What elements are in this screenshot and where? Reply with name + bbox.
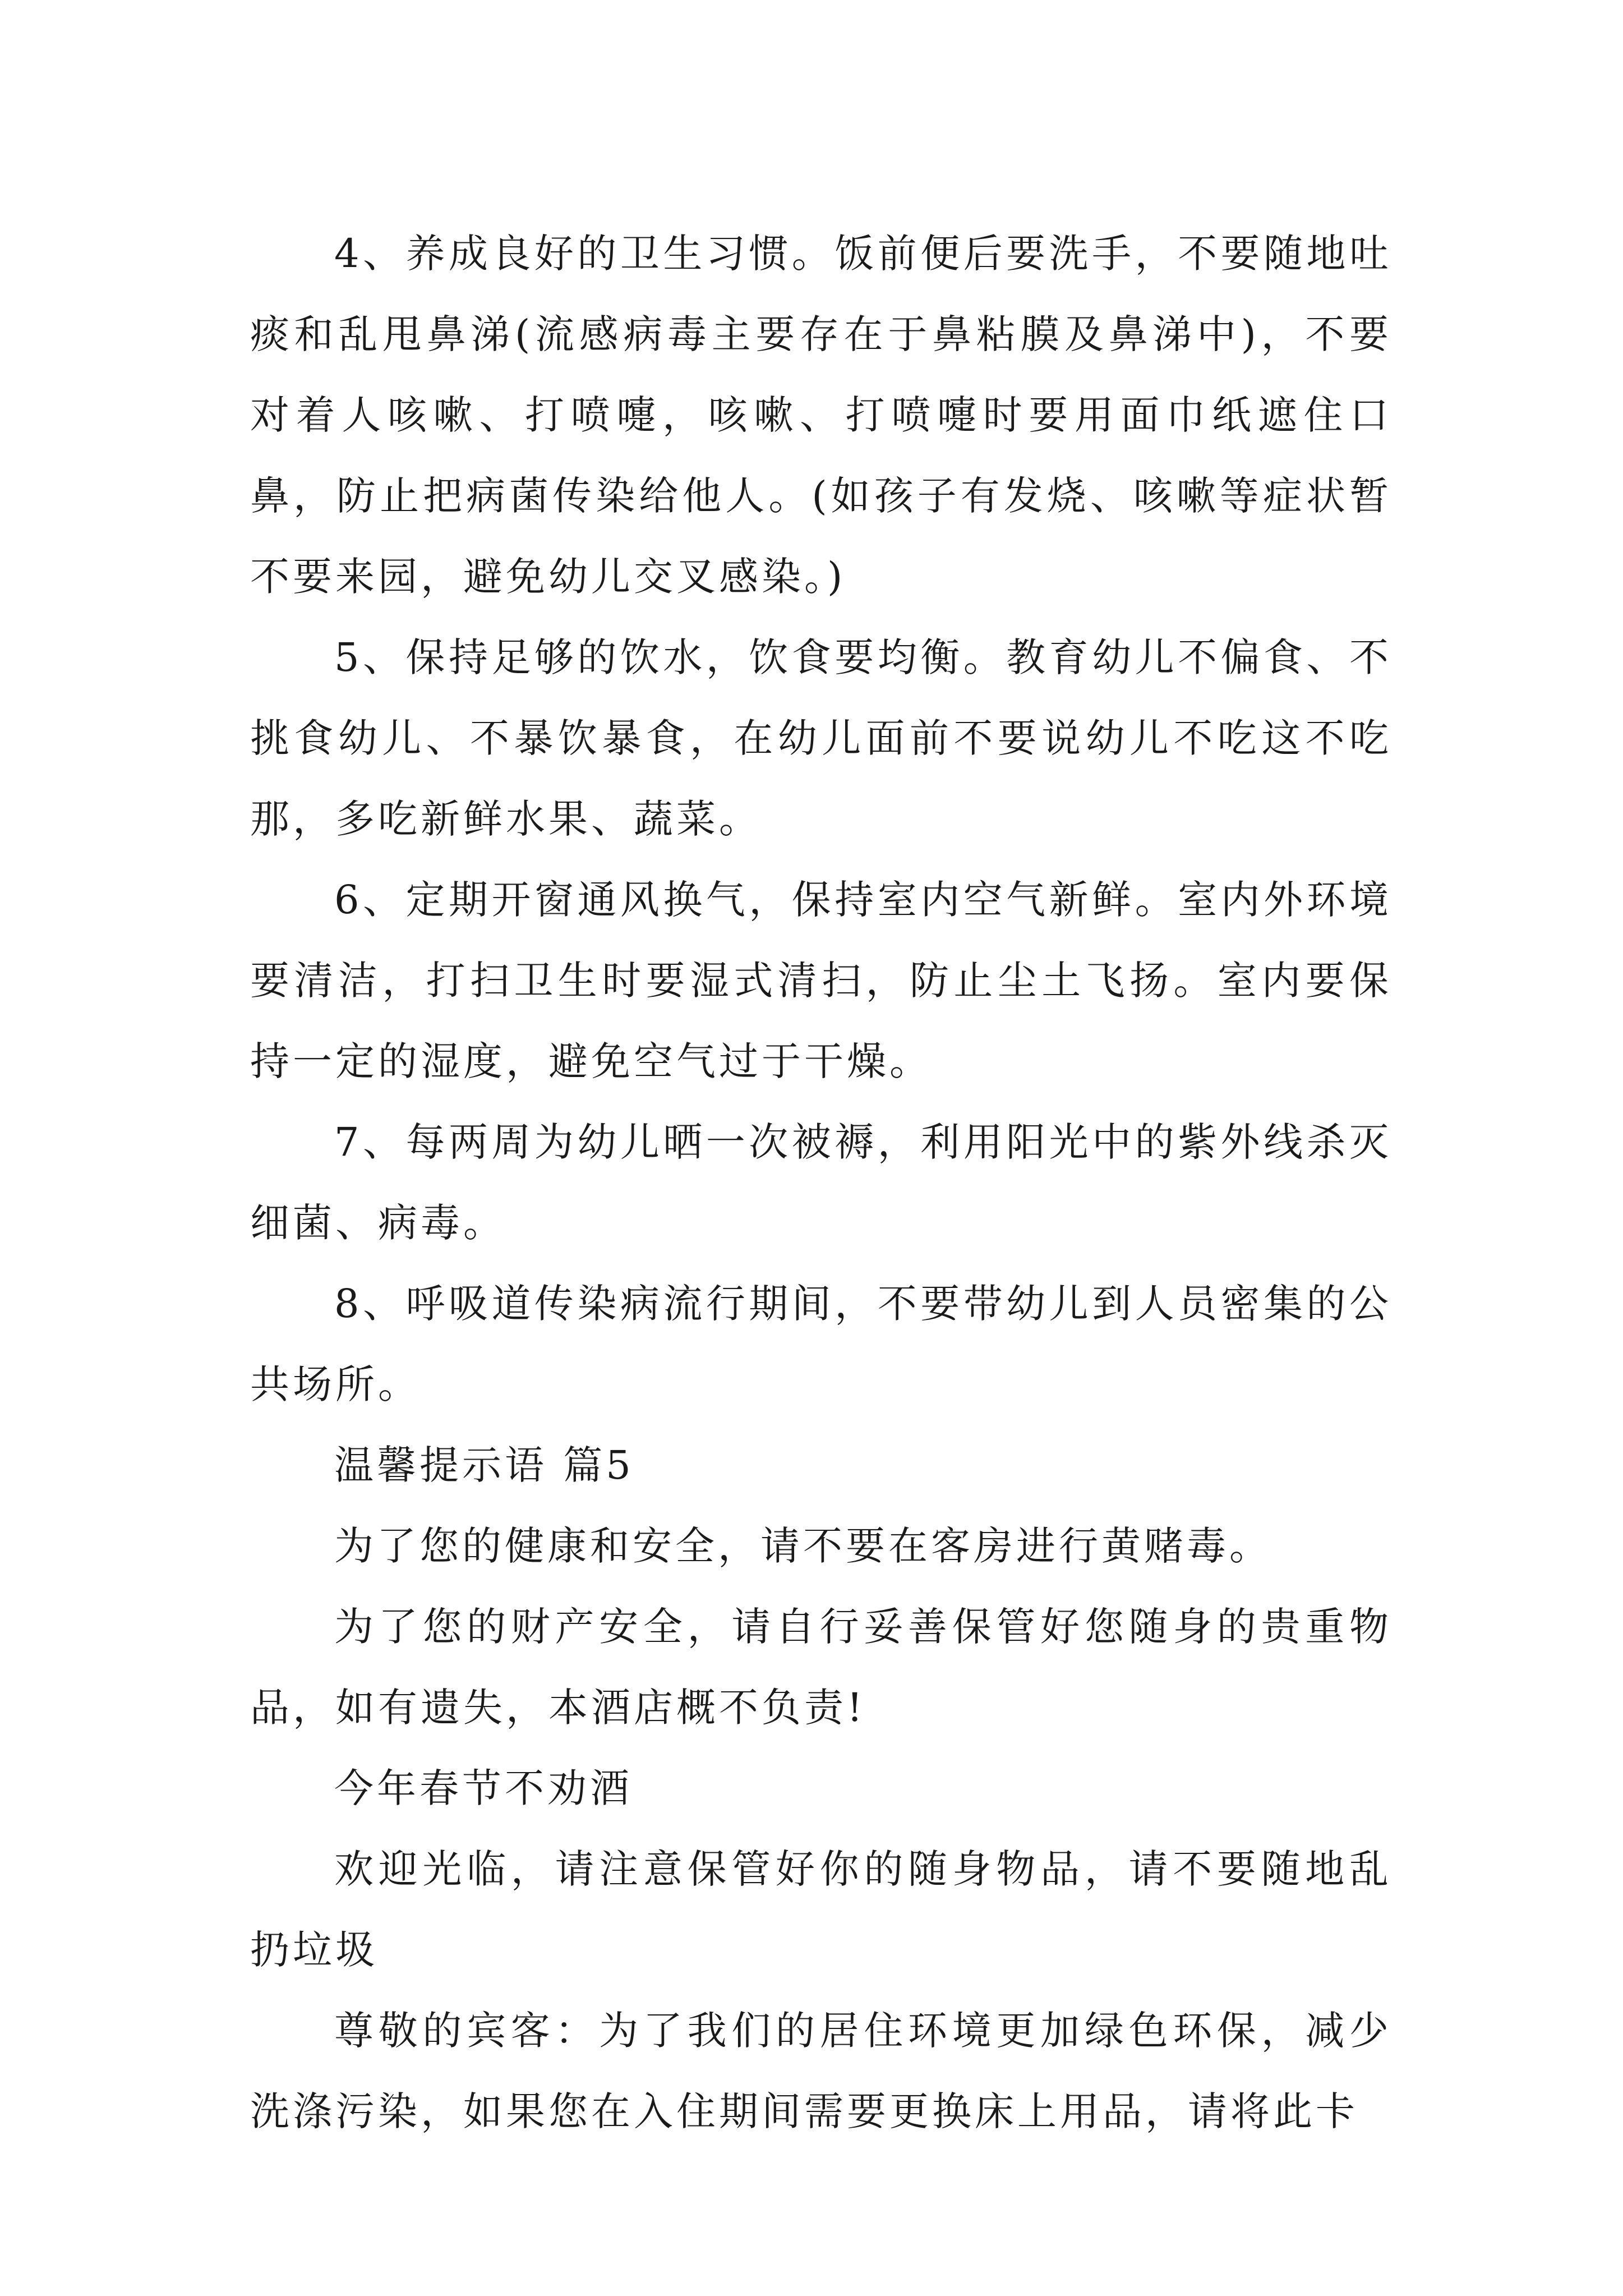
paragraph-item-6: 6、定期开窗通风换气，保持室内空气新鲜。室内外环境要清洁，打扫卫生时要湿式清扫，防止尘土飞扬。室内要保持一定的湿度，避免空气过于干燥。 [250, 877, 1392, 1084]
section-heading: 温馨提示语 篇5 [334, 1442, 634, 1488]
notice-health-safety: 为了您的健康和安全，请不要在客房进行黄赌毒。 [334, 1523, 1272, 1569]
notice-guest-card: 尊敬的宾客：为了我们的居住环境更加绿色环保，减少洗涤污染，如果您在入住期间需要更换床上用品，请将此卡 [250, 2008, 1392, 2134]
document-body [250, 213, 1392, 2152]
paragraph-item-4: 4、养成良好的卫生习惯。饭前便后要洗手，不要随地吐痰和乱甩鼻涕(流感病毒主要存在于鼻粘膜及鼻涕中)，不要对着人咳嗽、打喷嚏，咳嗽、打喷嚏时要用面巾纸遮住口鼻，防止把病菌传染给他人。(如孩子有发烧、咳嗽等症状暂不要来园，避免幼儿交叉感染。) [250, 231, 1392, 600]
notice-welcome: 欢迎光临，请注意保管好你的随身物品，请不要随地乱扔垃圾 [250, 1846, 1392, 1973]
paragraph-item-5: 5、保持足够的饮水，饮食要均衡。教育幼儿不偏食、不挑食幼儿、不暴饮暴食，在幼儿面前不要说幼儿不吃这不吃那，多吃新鲜水果、蔬菜。 [250, 634, 1392, 842]
notice-property-safety: 为了您的财产安全，请自行妥善保管好您随身的贵重物品，如有遗失，本酒店概不负责! [250, 1604, 1392, 1731]
paragraph-item-7: 7、每两周为幼儿晒一次被褥，利用阳光中的紫外线杀灭细菌、病毒。 [250, 1119, 1392, 1246]
paragraph-item-8: 8、呼吸道传染病流行期间，不要带幼儿到人员密集的公共场所。 [250, 1281, 1392, 1407]
notice-spring-festival: 今年春节不劝酒 [334, 1765, 633, 1811]
